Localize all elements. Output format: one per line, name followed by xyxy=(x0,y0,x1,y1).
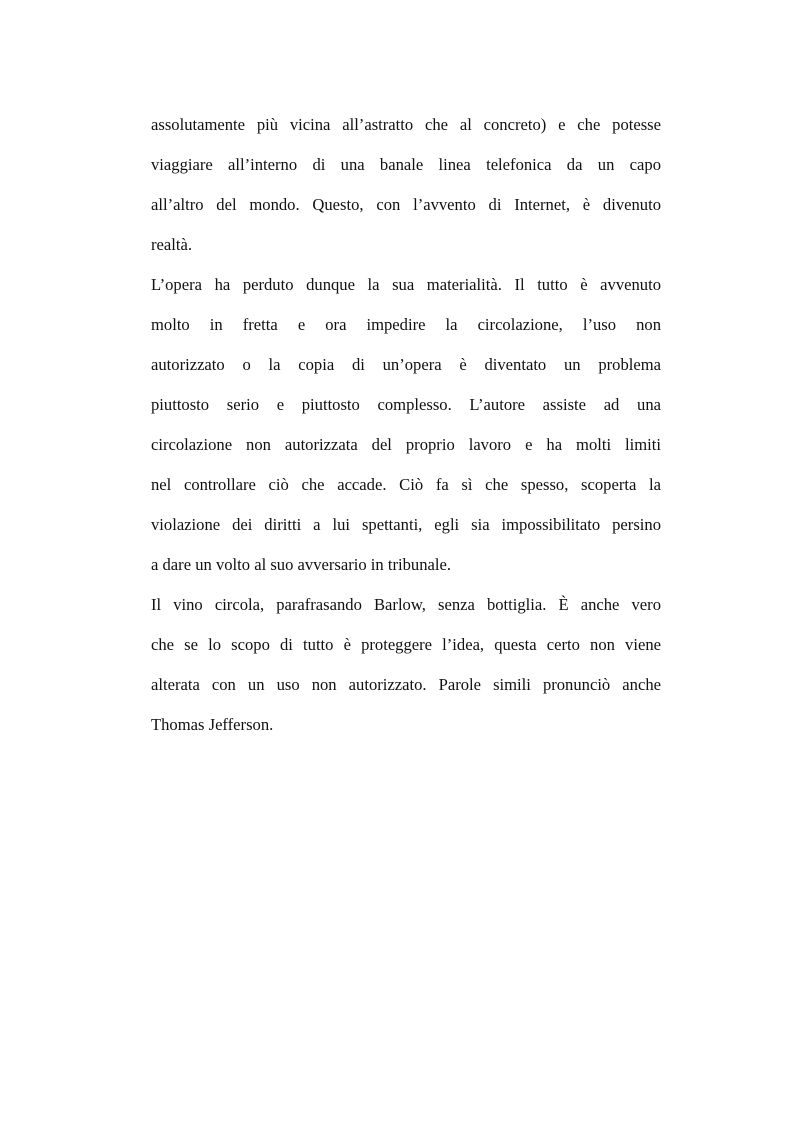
text-line: circolazione non autorizzata del proprio lavoro e ha molti limiti xyxy=(151,435,661,454)
text-line: viaggiare all’interno di una banale linea telefonica da un capo xyxy=(151,155,661,174)
text-line: Il vino circola, parafrasando Barlow, senza bottiglia. È anche vero xyxy=(151,595,661,614)
text-line: alterata con un uso non autorizzato. Parole simili pronunciò anche xyxy=(151,675,661,694)
text-line: L’opera ha perduto dunque la sua materialità. Il tutto è avvenuto xyxy=(151,275,661,294)
text-line: Thomas Jefferson. xyxy=(151,715,274,734)
body-text xyxy=(151,105,661,745)
text-line: molto in fretta e ora impedire la circolazione, l’uso non xyxy=(151,315,661,334)
text-line: a dare un volto al suo avversario in tribunale. xyxy=(151,555,451,574)
paragraph-3 xyxy=(151,585,661,745)
text-line: violazione dei diritti a lui spettanti, egli sia impossibilitato persino xyxy=(151,515,661,534)
text-line: all’altro del mondo. Questo, con l’avvento di Internet, è divenuto xyxy=(151,195,661,214)
text-line: autorizzato o la copia di un’opera è diventato un problema xyxy=(151,355,661,374)
paragraph-2 xyxy=(151,265,661,585)
text-line: realtà. xyxy=(151,235,192,254)
paragraph-1 xyxy=(151,105,661,265)
text-line: che se lo scopo di tutto è proteggere l’idea, questa certo non viene xyxy=(151,635,661,654)
text-line: assolutamente più vicina all’astratto che al concreto) e che potesse xyxy=(151,115,661,134)
text-line: piuttosto serio e piuttosto complesso. L’autore assiste ad una xyxy=(151,395,661,414)
text-line: nel controllare ciò che accade. Ciò fa sì che spesso, scoperta la xyxy=(151,475,661,494)
